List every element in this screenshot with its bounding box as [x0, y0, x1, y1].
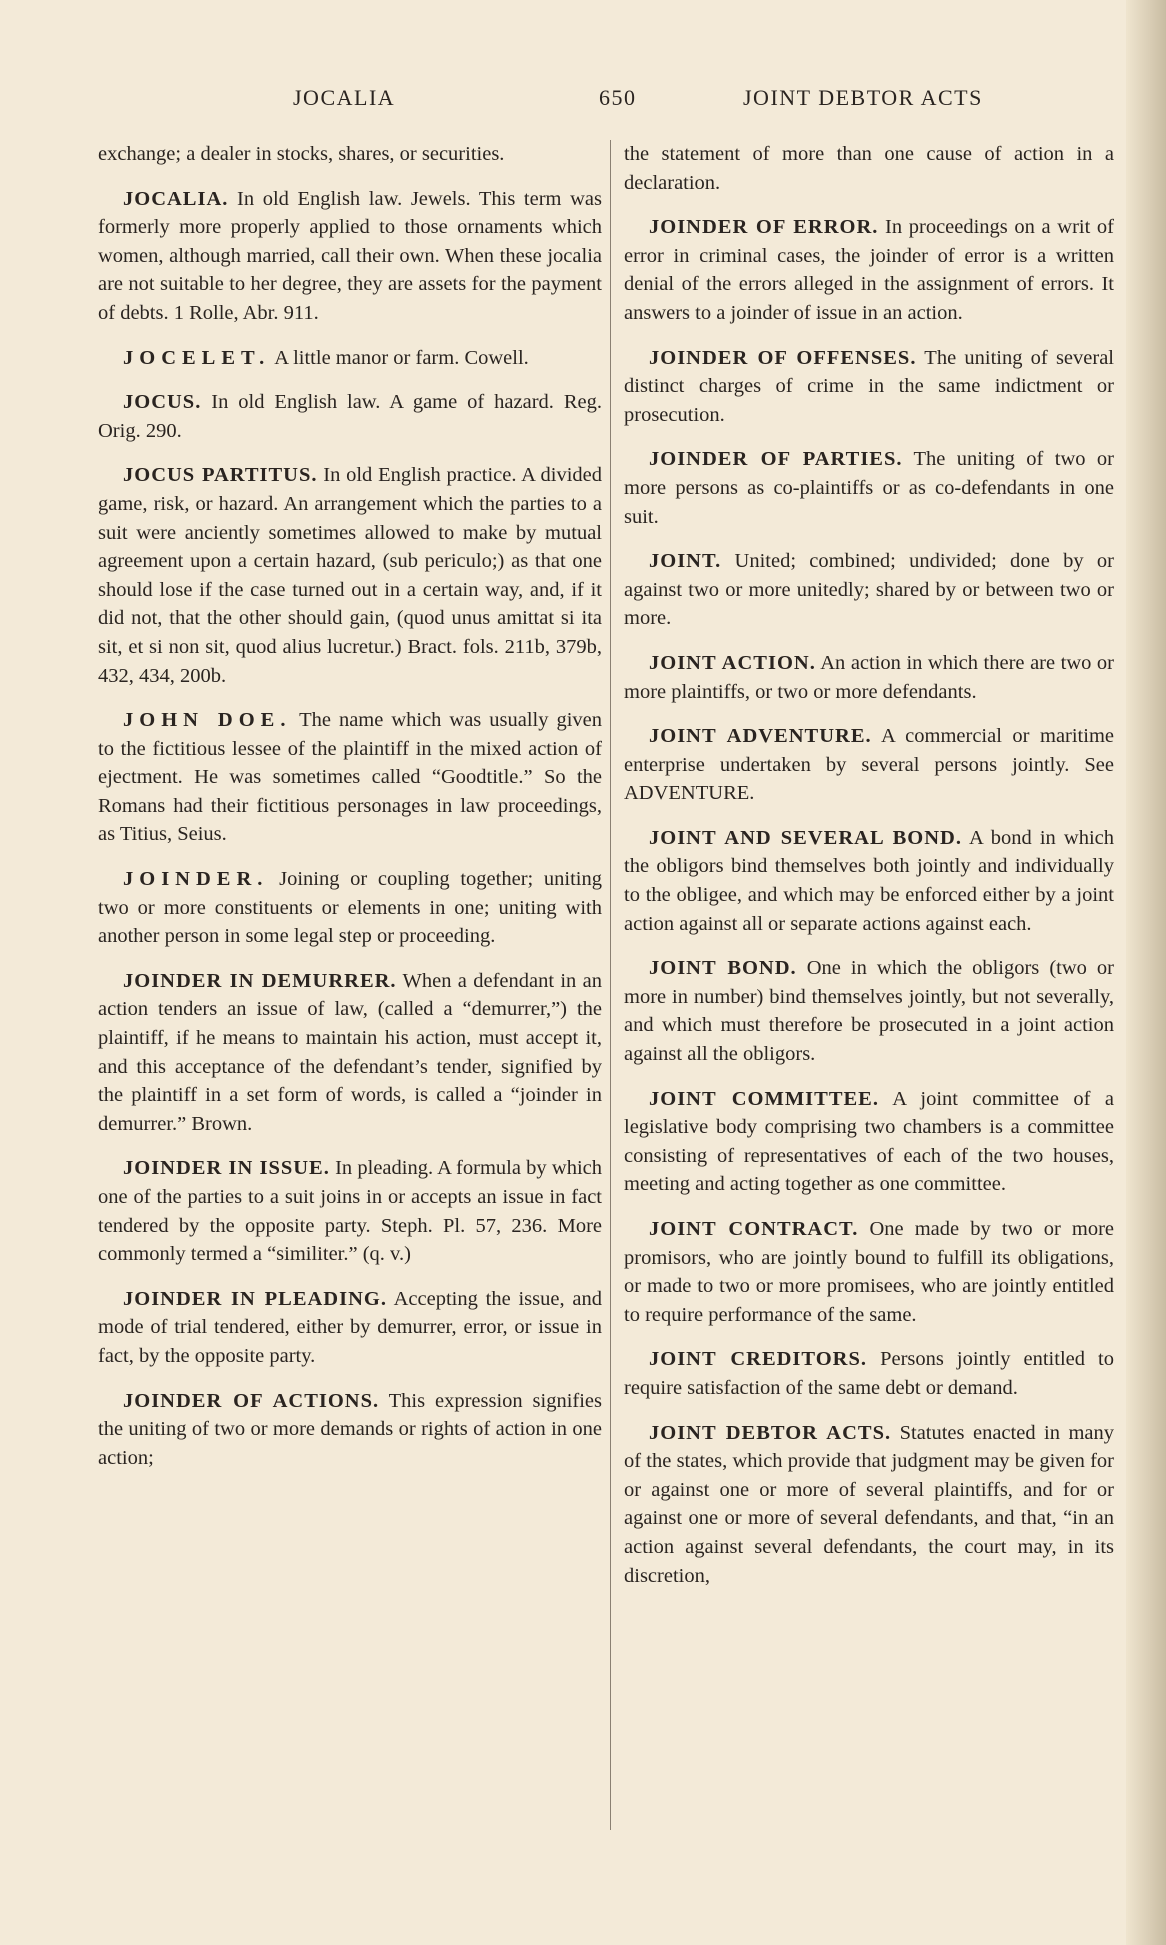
entry-text: In old English practice. A divided game, risk, or hazard. An arrangement which the parties to a suit were anciently sometimes allowed to make by mutual agreement upon a certain hazard, (sub periculo;) as that one should lose if the case turned out in a certain way, and, if it did not, that the other should gain, (quod unus amittat si ita sit, et si non sit, quod alius lucretur.) Bract. fols. 211b, 379b, 432, 434, 200b.	[98, 464, 603, 687]
dictionary-entry	[624, 547, 1114, 633]
entry-headword: JOCUS.	[123, 391, 202, 414]
entry-headword: JOINDER.	[123, 868, 269, 891]
entry-text: In proceedings on a writ of error in criminal cases, the joinder of error is a written denial of the errors alleged in the assignment of errors. It answers to a joinder of issue in an action.	[624, 216, 1115, 324]
page-number: 650	[599, 85, 637, 110]
entry-text: The uniting of two or more persons as co-plaintiffs or as co-defendants in one suit.	[624, 448, 1114, 528]
dictionary-entry	[98, 388, 602, 445]
dictionary-entry	[98, 967, 602, 1139]
dictionary-entry	[98, 461, 602, 690]
dictionary-entry	[98, 140, 602, 169]
entry-text: This expression signifies the uniting of two or more demands or rights of action in one action;	[98, 1389, 603, 1469]
entry-headword: JOINDER IN PLEADING.	[123, 1287, 387, 1310]
entry-headword: JOINT BOND.	[649, 957, 797, 980]
dictionary-entry	[624, 445, 1114, 531]
entry-text: When a defendant in an action tenders an issue of law, (called a “demurrer,”) the plaintiff, if he means to maintain his action, must accept it, and this acceptance of the defendant’s tender, signified by the plaintiff in a set form of words, is called a “joinder in demurrer.” Brown.	[98, 969, 602, 1135]
dictionary-entry	[624, 1345, 1114, 1402]
entry-text: Accepting the issue, and mode of trial tendered, either by demurrer, error, or issue in fact, by the opposite party.	[98, 1287, 603, 1367]
dictionary-entry	[624, 824, 1114, 938]
entry-text: In pleading. A formula by which one of the parties to a suit joins in or accepts an issue in fact tendered by the opposite party. Steph. Pl. 57, 236. More commonly termed a “similiter.” (q. v.)	[98, 1157, 602, 1266]
dictionary-entry	[624, 1419, 1114, 1591]
dictionary-entry	[624, 954, 1114, 1068]
right-column	[624, 140, 1114, 1606]
dictionary-entry	[624, 213, 1114, 327]
dictionary-entry	[98, 185, 602, 328]
dictionary-entry	[624, 722, 1114, 808]
dictionary-entry	[624, 1085, 1114, 1199]
dictionary-entry	[98, 865, 602, 951]
entry-text: One in which the obligors (two or more in number) bind themselves jointly, but not severally, and which must therefore be prosecuted in a joint action against all the obligors.	[624, 957, 1115, 1066]
entry-text: exchange; a dealer in stocks, shares, or securities.	[98, 143, 505, 165]
entry-headword: JOINDER IN ISSUE.	[123, 1157, 330, 1180]
entry-headword: JOCELET.	[123, 346, 271, 369]
entry-headword: JOINT.	[649, 550, 722, 573]
dictionary-entry	[624, 140, 1114, 197]
entry-headword: JOINT CONTRACT.	[649, 1218, 859, 1240]
entry-text: A commercial or maritime enterprise undertaken by several persons jointly. See ADVENTURE.	[624, 725, 1114, 805]
entry-headword: JOINT ADVENTURE.	[649, 725, 872, 748]
dictionary-entry	[624, 344, 1114, 430]
entry-headword: JOINT COMMITTEE.	[649, 1087, 879, 1110]
running-header	[95, 85, 1095, 115]
entry-text: A little manor or farm. Cowell.	[274, 346, 529, 369]
entry-headword: JOINT ACTION.	[649, 651, 816, 674]
entry-headword: JOINT DEBTOR ACTS.	[649, 1421, 892, 1444]
entry-text: An action in which there are two or more plaintiffs, or two or more defendants.	[624, 651, 1114, 703]
entry-headword: JOINDER OF ACTIONS.	[123, 1389, 380, 1412]
entry-text: In old English law. A game of hazard. Reg. Orig. 290.	[98, 391, 602, 442]
dictionary-entry	[98, 1285, 602, 1371]
entry-headword: JOINDER IN DEMURRER.	[123, 969, 397, 992]
column-divider	[610, 140, 611, 1830]
entry-text: the statement of more than one cause of action in a declaration.	[624, 143, 1114, 194]
entry-text: A joint committee of a legislative body comprising two chambers is a committee consisting of representatives of each of the two houses, meeting and acting together as one committee.	[624, 1087, 1114, 1196]
dictionary-entry	[624, 1215, 1114, 1329]
entry-text: United; combined; undivided; done by or against two or more unitedly; shared by or between two or more.	[624, 550, 1114, 630]
entry-headword: JOINDER OF PARTIES.	[649, 448, 903, 471]
dictionary-entry	[624, 649, 1114, 706]
entry-text: Joining or coupling together; uniting two or more constituents or elements in one; uniting with another person in some legal step or proceeding.	[98, 868, 603, 948]
entry-headword: JOCUS PARTITUS.	[123, 464, 318, 487]
page-edge	[1126, 0, 1166, 1945]
entry-headword: JOHN DOE.	[123, 709, 292, 732]
dictionary-entry	[98, 344, 602, 373]
entry-headword: JOINT AND SEVERAL BOND.	[649, 826, 962, 849]
entry-text: A bond in which the obligors bind themselves both jointly and individually to the obligee, and which may be enforced either by a joint action against all or separate actions against each.	[624, 826, 1115, 935]
entry-text: Statutes enacted in many of the states, which provide that judgment may be given for or against one or more of several plaintiffs, and for or against one or more of several defendants, and that, “in an action against several defendants, the court may, in its discretion,	[624, 1421, 1115, 1587]
dictionary-entry	[98, 706, 602, 849]
entry-headword: JOINDER OF OFFENSES.	[649, 346, 917, 369]
entry-text: The name which was usually given to the fictitious lessee of the plaintiff in the mixed action of ejectment. He was sometimes called “Goodtitle.” So the Romans had their fictitious personages in law proceedings, as Titius, Seius.	[98, 709, 602, 846]
entry-headword: JOINDER OF ERROR.	[649, 216, 879, 239]
entry-headword: JOCALIA.	[123, 187, 229, 210]
dictionary-entry	[98, 1154, 602, 1268]
dictionary-entry	[98, 1387, 602, 1473]
entry-text: Persons jointly entitled to require satisfaction of the same debt or demand.	[624, 1348, 1114, 1399]
left-column	[98, 140, 602, 1488]
entry-text: In old English law. Jewels. This term was formerly more properly applied to those ornaments which women, although married, call their own. When these jocalia are not suitable to her degree, they are assets for the payment of debts. 1 Rolle, Abr. 911.	[98, 187, 602, 324]
entry-text: The uniting of several distinct charges of crime in the same indictment or prosecution.	[624, 346, 1114, 426]
header-left-guide-word: JOCALIA	[293, 85, 396, 110]
entry-headword: JOINT CREDITORS.	[649, 1348, 867, 1371]
entry-text: One made by two or more promisors, who are jointly bound to fulfill its obligations, or made to two or more promisees, who are jointly entitled to require performance of the same.	[624, 1218, 1115, 1326]
header-right-guide-word: JOINT DEBTOR ACTS	[743, 85, 983, 110]
